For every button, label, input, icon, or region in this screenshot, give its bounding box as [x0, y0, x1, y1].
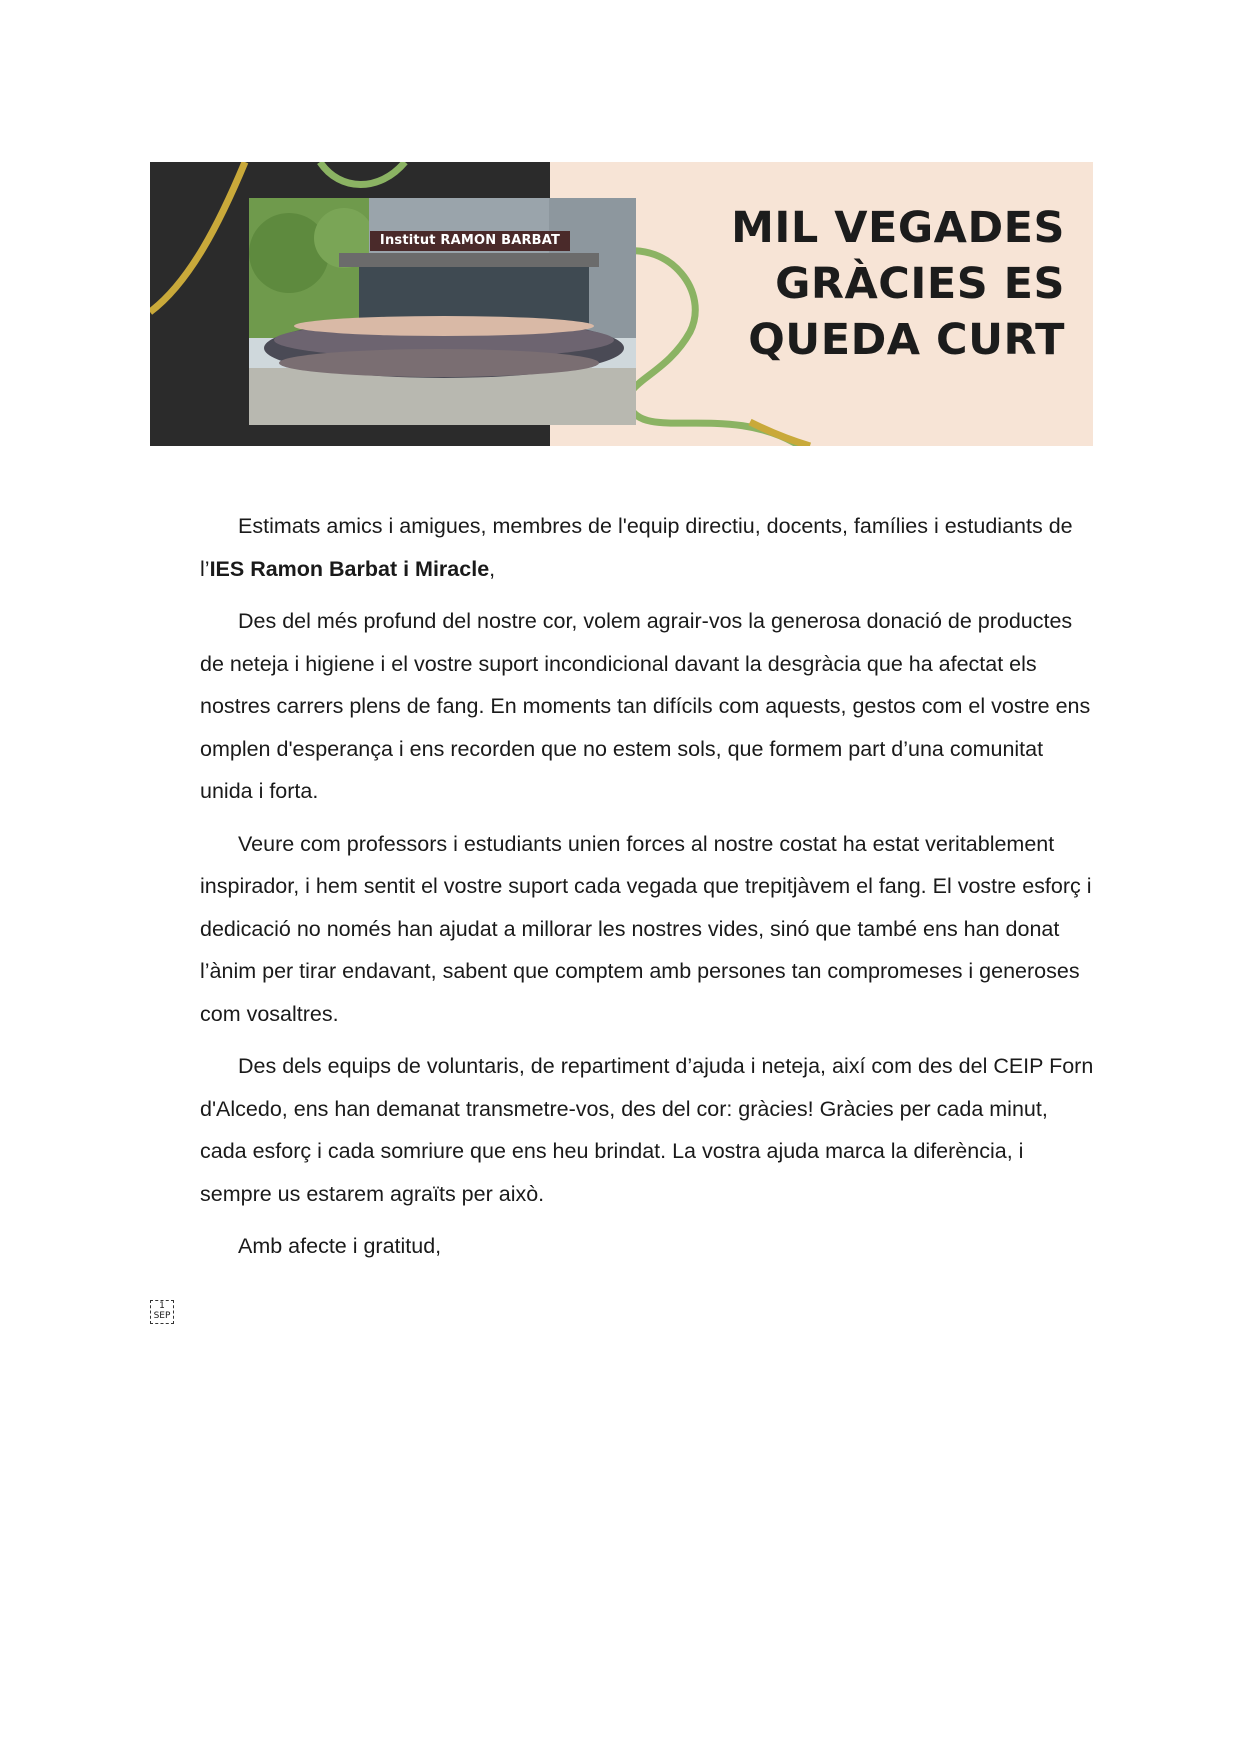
paragraph-3: Veure com professors i estudiants unien forces al nostre costat ha estat veritablement inspirador, i hem sentit el vostre suport cada vegada que trepitjàvem el fang. El vostre esforç i dedicació no només han ajudat a millorar les nostres vides, sinó que també ens han donat l’ànim per tirar endavant, sabent que comptem amb persones tan compromeses i generoses com vosaltres.: [200, 831, 1092, 1026]
paragraph-2: Des del més profund del nostre cor, volem agrair-vos la generosa donació de productes de neteja i higiene i el vostre suport incondicional davant la desgràcia que ha afectat els nostres carrers plens de fang. En moments tan difícils com aquests, gestos com el vostre ens omplen d'esperança i ens recorden que no estem sols, que formem part d’una comunitat unida i forta.: [200, 609, 1091, 803]
paragraph-4: Des dels equips de voluntaris, de repartiment d’ajuda i neteja, així com des del CEIP Forn d'Alcedo, ens han demanat transmetre-vos, des del cor: gràcies! Gràcies per cada minut, cada esforç i cada somriure que ens heu brindat. La vostra ajuda marca la diferència, i sempre us estarem agraïts per això.: [200, 1054, 1094, 1206]
letter-body: [200, 505, 1095, 1278]
closing-line: Amb afecte i gratitud,: [238, 1234, 442, 1258]
banner-headline: [685, 200, 1065, 368]
school-group-photo: [249, 198, 636, 425]
greeting-paragraph: Estimats amics i amigues, membres de l'equip directiu, docents, famílies i estudiants de l’IES Ramon Barbat i Miracle,: [200, 514, 1073, 581]
headline-line-2: GRÀCIES ES: [775, 259, 1065, 309]
headline-line-3: QUEDA CURT: [748, 315, 1065, 365]
separator-marker: 1 SEP: [150, 1300, 174, 1324]
institute-sign: Institut RAMON BARBAT: [370, 231, 570, 251]
school-name: IES Ramon Barbat i Miracle: [209, 556, 490, 581]
header-banner: [150, 162, 1093, 446]
headline-line-1: MIL VEGADES: [731, 203, 1065, 253]
